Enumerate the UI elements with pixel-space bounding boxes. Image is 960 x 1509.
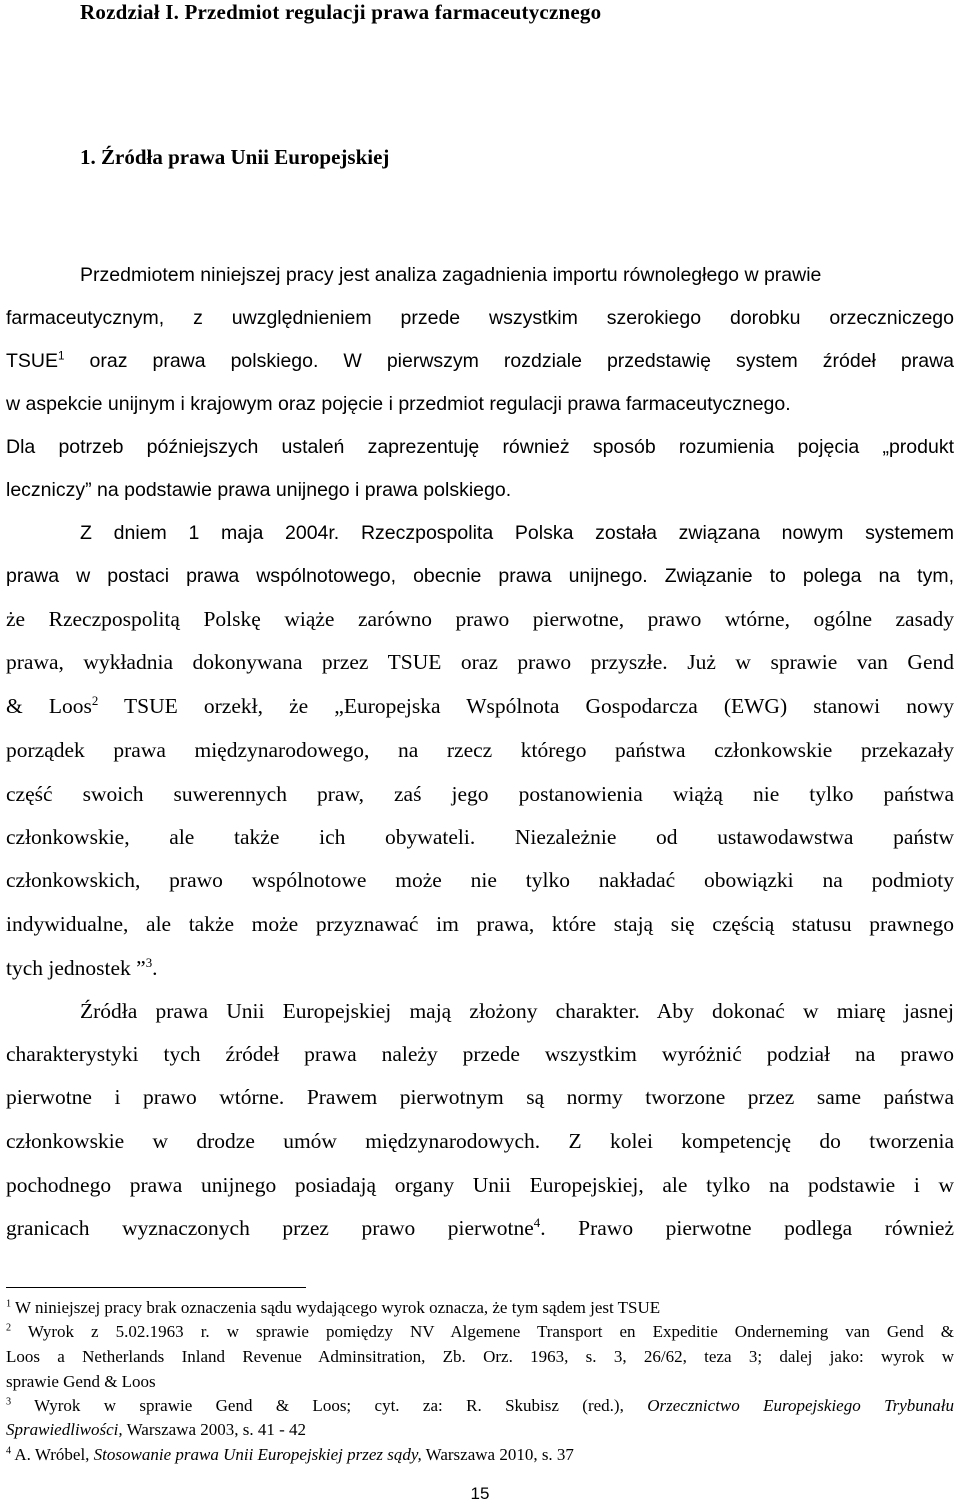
paragraph-3-line-5: pochodnego prawa unijnego posiadają organy Unii Europejskiej, ale tylko na podstawie i w xyxy=(6,1173,954,1197)
footnote-text: W niniejszej pracy brak oznaczenia sądu wydającego wyrok oznacza, że tym sądem jest TSUE xyxy=(11,1298,661,1317)
paragraph-2-line-10: indywidualne, ale także może przyznawać im prawa, które stają się częścią statusu prawnego xyxy=(6,912,954,936)
paragraph-2-line-3: że Rzeczpospolitą Polskę wiąże zarówno prawo pierwotne, prawo wtórne, ogólne zasady xyxy=(6,607,954,631)
footnote-2-line-1 xyxy=(6,1320,954,1344)
text-run: . Prawo pierwotne podlega również xyxy=(540,1216,954,1240)
footnote-text: Wyrok z 5.02.1963 r. w sprawie pomiędzy NV Algemene Transport en Expeditie Onderneming van Gend & xyxy=(11,1322,954,1341)
paragraph-2-line-4: prawa, wykładnia dokonywana przez TSUE oraz prawo przyszłe. Już w sprawie van Gend xyxy=(6,650,954,674)
paragraph-2-line-2: prawa w postaci prawa wspólnotowego, obecnie prawa unijnego. Związanie to polega na tym, xyxy=(6,565,954,587)
footnote-ref-2: 2 xyxy=(91,693,99,708)
paragraph-3-line-2: charakterystyki tych źródeł prawa należy przede wszystkim wyróżnić podział na prawo xyxy=(6,1042,954,1066)
footnote-3-line-1 xyxy=(6,1394,954,1418)
footnote-text: A. Wróbel, xyxy=(11,1445,94,1464)
footnote-italic-title: Orzecznictwo Europejskiego Trybunału xyxy=(647,1396,954,1415)
footnote-ref-3: 3 xyxy=(145,955,153,970)
footnote-text: Warszawa 2010, s. 37 xyxy=(421,1445,574,1464)
footnote-ref-1: 1 xyxy=(58,349,65,363)
paragraph-2-line-11 xyxy=(6,954,158,982)
footnote-italic-title: Sprawiedliwości, xyxy=(6,1420,123,1439)
chapter-title: Rozdział I. Przedmiot regulacji prawa farmaceutycznego xyxy=(80,0,602,24)
paragraph-3-line-6 xyxy=(6,1214,954,1242)
text-run: . xyxy=(152,956,158,980)
paragraph-2-line-9: członkowskich, prawo wspólnotowe może nie tylko nakładać obowiązki na podmioty xyxy=(6,868,954,892)
text-run: ” xyxy=(136,956,146,980)
footnote-2-line-3: sprawie Gend & Loos xyxy=(6,1372,156,1391)
paragraph-1-line-6: leczniczy” na podstawie prawa unijnego i prawa polskiego. xyxy=(6,479,512,501)
paragraph-2-line-1: Z dniem 1 maja 2004r. Rzeczpospolita Polska została związana nowym systemem xyxy=(80,522,954,544)
text-run: tych jednostek xyxy=(6,956,131,980)
text-run: granicach wyznaczonych przez prawo pierwotne xyxy=(6,1216,534,1240)
paragraph-3-line-1: Źródła prawa Unii Europejskiej mają złożony charakter. Aby dokonać w miarę jasnej xyxy=(80,999,954,1023)
paragraph-3-line-3: pierwotne i prawo wtórne. Prawem pierwotnym są normy tworzone przez same państwa xyxy=(6,1085,954,1109)
footnote-italic-title: Stosowanie prawa Unii Europejskiej przez sądy, xyxy=(93,1445,422,1464)
paragraph-1-line-1: Przedmiotem niniejszej pracy jest analiza zagadnienia importu równoległego w prawie xyxy=(80,264,822,286)
paragraph-2-line-8: członkowskie, ale także ich obywateli. Niezależnie od ustawodawstwa państw xyxy=(6,825,954,849)
paragraph-1-line-3 xyxy=(6,347,954,375)
section-title: 1. Źródła prawa Unii Europejskiej xyxy=(80,145,390,169)
footnote-number: 4 xyxy=(6,1445,12,1457)
text-run: oraz prawa polskiego. W pierwszym rozdziale przedstawię system źródeł prawa xyxy=(64,350,954,372)
paragraph-1-line-4: w aspekcie unijnym i krajowym oraz pojęcie i przedmiot regulacji prawa farmaceutycznego. xyxy=(6,393,791,415)
footnote-text: Wyrok w sprawie Gend & Loos; cyt. za: R. Skubisz (red.), xyxy=(11,1396,648,1415)
footnote-number: 3 xyxy=(6,1396,12,1408)
footnote-1 xyxy=(6,1296,954,1320)
paragraph-2-line-5 xyxy=(6,692,954,720)
footnote-number: 1 xyxy=(6,1298,12,1310)
text-run: TSUE orzekł, że „Europejska Wspólnota Gospodarcza (EWG) stanowi nowy xyxy=(98,694,954,718)
footnote-2-line-2: Loos a Netherlands Inland Revenue Adminsitration, Zb. Orz. 1963, s. 3, 26/62, teza 3; dalej jako: wyrok w xyxy=(6,1347,954,1366)
text-run: & Loos xyxy=(6,694,92,718)
paragraph-3-line-4: członkowskie w drodze umów międzynarodowych. Z kolei kompetencję do tworzenia xyxy=(6,1129,954,1153)
footnote-number: 2 xyxy=(6,1322,12,1334)
paragraph-1-line-5: Dla potrzeb późniejszych ustaleń zaprezentuję również sposób rozumienia pojęcia „produkt xyxy=(6,436,954,458)
text-run: TSUE xyxy=(6,350,59,372)
footnote-4 xyxy=(6,1443,954,1467)
paragraph-2-line-7: część swoich suwerennych praw, zaś jego postanowienia wiążą nie tylko państwa xyxy=(6,782,954,806)
footnote-ref-4: 4 xyxy=(533,1215,541,1230)
paragraph-2-line-6: porządek prawa międzynarodowego, na rzecz którego państwa członkowskie przekazały xyxy=(6,738,954,762)
footnote-3-line-2 xyxy=(6,1418,954,1442)
footnote-text: Warszawa 2003, s. 41 - 42 xyxy=(122,1420,307,1439)
paragraph-1-line-2: farmaceutycznym, z uwzględnieniem przede wszystkim szerokiego dorobku orzeczniczego xyxy=(6,307,954,329)
footnote-separator xyxy=(6,1287,306,1288)
page-number: 15 xyxy=(470,1484,490,1503)
